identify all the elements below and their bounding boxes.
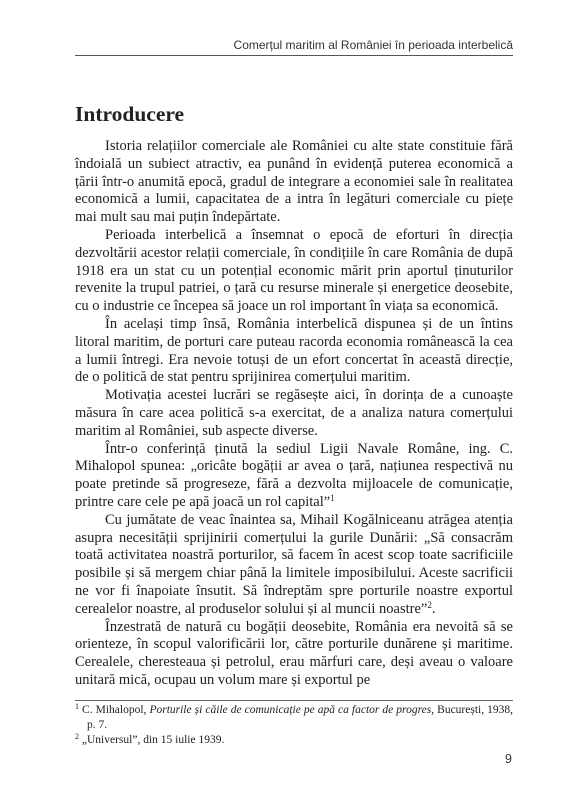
paragraph-text: În același timp însă, România interbelică dispunea și de un întins litoral maritim, de porturi care puteau racorda economia românească la cea a lumii întregi. Era nevoie totuși de un efort concertat în această direcție, de o politică de stat pentru sprijinirea comerțului maritim. bbox=[75, 315, 513, 386]
paragraph-text: Cu jumătate de veac înaintea sa, Mihail Kogălniceanu atrăgea atenția asupra necesității sprijinirii comerțului la gurile Dunării: „Să consacrăm toată activitatea noastră porturilor, să facem în acest scop toate sacrificiile posibile și să mergem chiar până la limitele imposibilului. Aceste sacrificii ne vor fi înapoiate însutit. Să îndreptăm spre porturile noastre exportul cerealelor noastre, al produselor solului și al muncii noastre” bbox=[75, 511, 513, 617]
paragraph-text: Istoria relațiilor comerciale ale României cu alte state constituie fără îndoială un subiect atractiv, ea punând în evidență puterea economică a țării într-o anumită epocă, gradul de integrare a economiei sale în realitatea economică a lumii, capacitatea de a intra în legături comerciale cu piețe mai mult sau mai puțin îndepărtate. bbox=[75, 138, 513, 226]
footnote-mark: 2 bbox=[75, 732, 79, 741]
footnote-text: , București, 1938, p. 7. bbox=[87, 704, 514, 731]
paragraph bbox=[75, 619, 513, 690]
footnote-mark: 1 bbox=[75, 702, 79, 711]
page-number: 9 bbox=[505, 752, 512, 766]
footnotes bbox=[75, 703, 513, 748]
paragraph bbox=[75, 387, 513, 440]
footnote bbox=[75, 733, 513, 748]
paragraph bbox=[75, 316, 513, 387]
paragraph bbox=[75, 227, 513, 316]
paragraph bbox=[75, 138, 513, 227]
footnote-text: C. Mihalopol, bbox=[79, 704, 150, 716]
paragraph-end-punctuation: . bbox=[431, 600, 436, 617]
paragraph-text: Perioada interbelică a însemnat o epocă de eforturi în direcția dezvoltării acestor relații comerciale, în condițiile în care România de după 1918 era un stat cu un potențial economic mărit prin aportul ținuturilor revenite la trupul patriei, o țară cu resurse minerale și energetice deosebite, cu o industrie ce începea să joace un rol important în viața sa economică. bbox=[75, 226, 513, 315]
chapter-title: Introducere bbox=[75, 102, 185, 126]
paragraph-text: Într-o conferință ținută la sediul Ligii Navale Române, ing. C. Mihalopol spunea: „oricâte bogății ar avea o țară, națiunea respectivă nu poate pretinde să progreseze, fără a dezvolta mijloacele de comunicație, printre care cele pe apă joacă un rol capital” bbox=[75, 440, 513, 510]
footnote-separator bbox=[75, 700, 513, 701]
footnote-title: Porturile și căile de comunicație pe apă ca factor de progres bbox=[149, 704, 432, 716]
paragraph bbox=[75, 512, 513, 619]
paragraph-text: Motivația acestei lucrări se regăsește aici, în dorința de a cunoaște măsura în care acea politică s-a exercitat, de a analiza natura comerțului maritim al României, sub aspecte diverse. bbox=[75, 387, 513, 439]
footnote-text: „Universul”, din 15 iulie 1939. bbox=[79, 734, 225, 746]
footnote-reference[interactable]: 2 bbox=[427, 599, 432, 610]
paragraph bbox=[75, 441, 513, 512]
footnote-reference[interactable]: 1 bbox=[330, 492, 335, 503]
footnote bbox=[75, 703, 513, 733]
paragraph-text: Înzestrată de natură cu bogății deosebite, România era nevoită să se orienteze, în scopul valorificării lor, către porturile dunărene și maritime. Cerealele, cheresteaua și petrolul, erau mărfuri care, deși aveau o valoare unitară mică, ocupau un volum mare și exportul pe bbox=[75, 618, 513, 688]
running-header bbox=[75, 38, 513, 56]
running-header-title: Comerțul maritim al României în perioada interbelică bbox=[233, 38, 513, 52]
body-text bbox=[75, 138, 513, 690]
